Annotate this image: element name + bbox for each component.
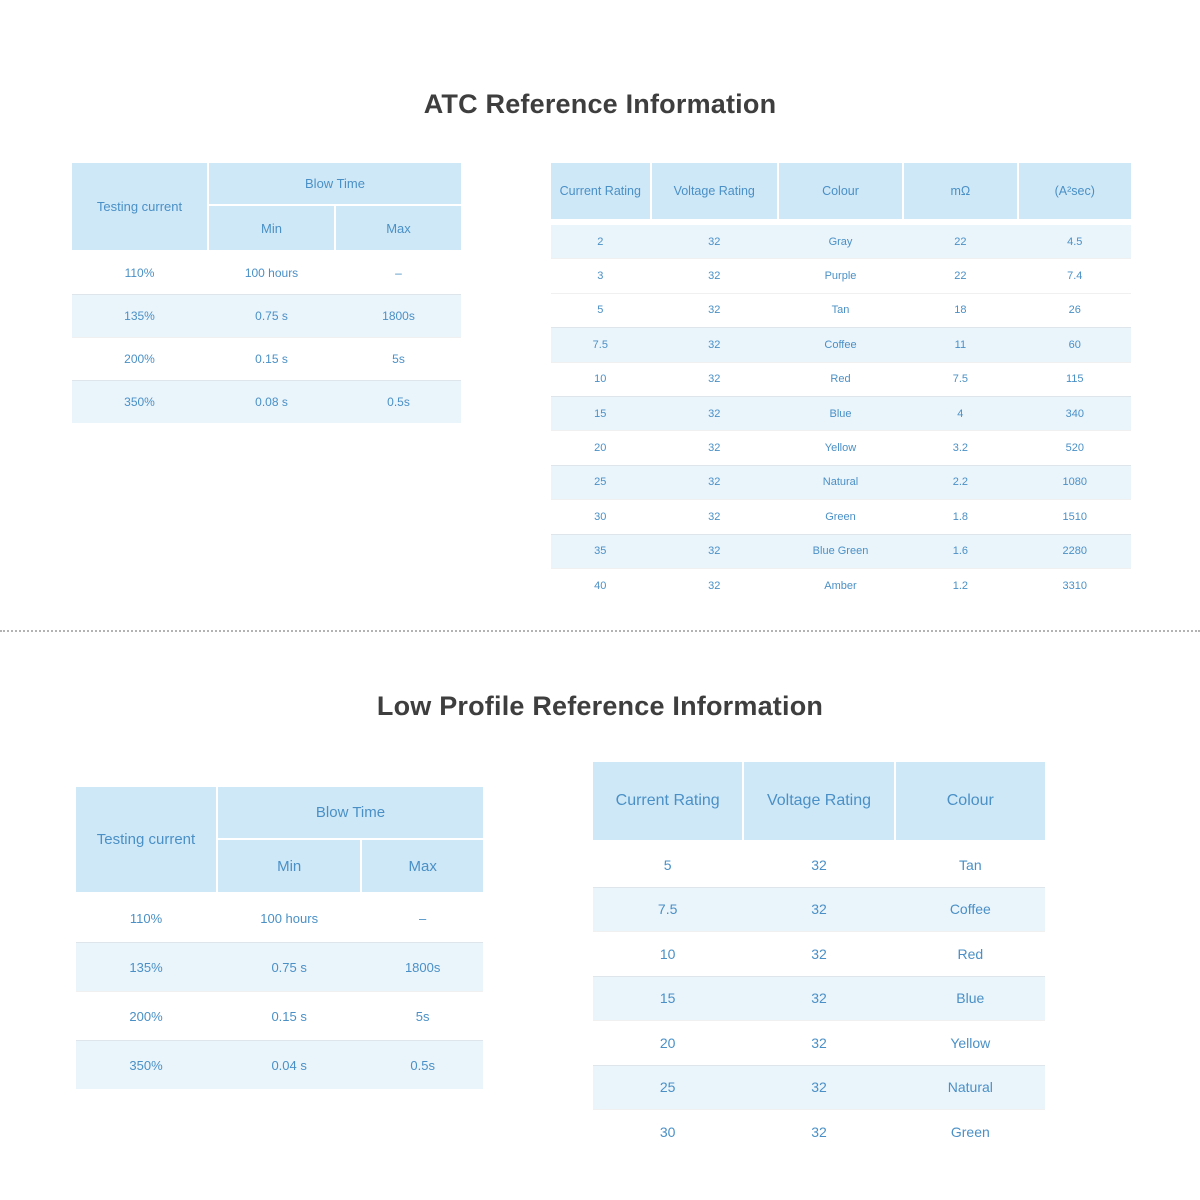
table-cell: 15 [659, 990, 676, 1007]
table-cell: 20 [659, 1034, 676, 1051]
table-cell: 32 [811, 901, 827, 918]
atc-rating-table [551, 163, 1131, 602]
table-cell: 110% [129, 910, 163, 926]
table-cell: 40 [594, 579, 607, 592]
table-cell: 32 [708, 476, 721, 489]
table-row [76, 942, 483, 991]
table-cell: 32 [708, 304, 721, 317]
table-cell: Natural [947, 1079, 993, 1096]
table-cell: 0.04 s [271, 1057, 307, 1073]
table-cell: 2.2 [952, 476, 968, 489]
low-profile-section-title: Low Profile Reference Information [376, 691, 824, 721]
column-header: (A²sec) [1019, 163, 1131, 219]
table-cell: 3310 [1062, 579, 1088, 592]
table-cell: 4.5 [1067, 235, 1083, 248]
table-row [76, 894, 483, 942]
table-row [551, 225, 1131, 258]
table-cell: 115 [1066, 373, 1084, 386]
table-cell: 1510 [1062, 510, 1088, 523]
table-cell: Natural [822, 476, 859, 489]
atc-rating-table-body [551, 225, 1131, 602]
table-cell: 3.2 [952, 442, 968, 455]
table-cell: Coffee [949, 901, 991, 918]
table-cell: 0.15 s [255, 352, 288, 366]
table-cell: 1800s [382, 309, 415, 323]
table-cell: Blue Green [812, 545, 869, 558]
table-row [551, 327, 1131, 361]
table-cell: 4 [957, 407, 964, 420]
table-cell: 0.75 s [271, 959, 307, 975]
low-profile-rating-table [593, 762, 1045, 1154]
table-cell: Tan [831, 304, 850, 317]
table-cell: 35 [594, 545, 607, 558]
table-cell: 110% [124, 266, 155, 280]
table-cell: 1.8 [952, 510, 968, 523]
table-cell: 10 [659, 945, 676, 962]
low-profile-blow-time-table [76, 787, 483, 1089]
atc-section-title: ATC Reference Information [423, 89, 777, 119]
table-cell: 0.08 s [255, 395, 288, 409]
table-cell: 32 [708, 270, 721, 283]
table-cell: 520 [1065, 442, 1084, 455]
table-row [551, 396, 1131, 430]
column-header: mΩ [904, 163, 1016, 219]
table-cell: Green [950, 1123, 990, 1140]
table-cell: Red [830, 373, 851, 386]
low-profile-rating-table-body [593, 843, 1045, 1154]
table-cell: Blue [956, 990, 985, 1007]
table-cell: 340 [1065, 407, 1084, 420]
low-profile-blow-time-table-body [76, 894, 483, 1089]
table-cell: 30 [659, 1123, 676, 1140]
table-cell: 32 [708, 545, 721, 558]
max-column-header: Max [362, 840, 483, 892]
table-row [551, 568, 1131, 602]
table-cell: 32 [811, 945, 827, 962]
table-cell: 32 [708, 338, 721, 351]
testing-current-header: Testing current [72, 163, 207, 250]
table-row [593, 976, 1045, 1021]
table-cell: 60 [1068, 338, 1081, 351]
table-cell: 5 [597, 304, 604, 317]
table-cell: 32 [811, 1034, 827, 1051]
table-row [72, 252, 461, 294]
table-cell: 32 [708, 235, 721, 248]
table-cell: 0.5s [387, 395, 410, 409]
table-cell: 20 [594, 442, 607, 455]
table-row [76, 1040, 483, 1089]
table-cell: 32 [708, 407, 721, 420]
table-cell: 32 [708, 442, 721, 455]
table-cell: 0.5s [410, 1057, 435, 1073]
table-cell: 32 [708, 373, 721, 386]
table-cell: 1800s [404, 959, 441, 975]
table-cell: 7.5 [952, 373, 968, 386]
table-row [593, 931, 1045, 976]
table-cell: 1.2 [952, 579, 968, 592]
column-header: Current Rating [551, 163, 650, 219]
section-divider [0, 630, 1200, 632]
table-cell: Gray [828, 235, 853, 248]
low-profile-rating-table-header [593, 762, 1045, 840]
table-row [551, 465, 1131, 499]
table-cell: 32 [708, 510, 721, 523]
table-cell: 30 [594, 510, 607, 523]
table-row [593, 1109, 1045, 1154]
table-cell: 1080 [1062, 476, 1088, 489]
table-cell: 22 [954, 235, 967, 248]
table-cell: 26 [1068, 304, 1081, 317]
table-cell: 350% [129, 1057, 163, 1073]
table-cell: 25 [659, 1079, 676, 1096]
table-cell: 100 hours [260, 910, 319, 926]
table-row [551, 430, 1131, 464]
table-row [593, 1065, 1045, 1110]
table-cell: 32 [811, 856, 827, 873]
table-cell: 350% [124, 395, 155, 409]
table-cell: 10 [594, 373, 607, 386]
max-column-header: Max [336, 206, 461, 250]
table-cell: 15 [594, 407, 607, 420]
table-row [551, 499, 1131, 533]
table-cell: 3 [597, 270, 604, 283]
table-cell: 7.4 [1067, 270, 1083, 283]
table-cell: 7.5 [657, 901, 678, 918]
table-cell: Green [825, 510, 856, 523]
table-cell: Blue [829, 407, 852, 420]
table-cell: 200% [124, 352, 155, 366]
testing-current-header: Testing current [76, 787, 216, 892]
table-row [72, 337, 461, 380]
table-row [593, 1020, 1045, 1065]
table-row [551, 293, 1131, 327]
min-column-header: Min [218, 840, 360, 892]
table-cell: 2280 [1062, 545, 1088, 558]
column-header: Voltage Rating [744, 762, 893, 840]
table-cell: 135% [129, 959, 163, 975]
table-cell: 18 [954, 304, 967, 317]
table-cell: Coffee [824, 338, 857, 351]
table-row [593, 843, 1045, 887]
table-cell: Yellow [950, 1034, 991, 1051]
table-cell: Purple [824, 270, 857, 283]
table-cell: 135% [124, 309, 155, 323]
table-row [551, 534, 1131, 568]
table-cell: 0.15 s [271, 1008, 307, 1024]
table-row [76, 991, 483, 1040]
table-cell: 200% [129, 1008, 163, 1024]
table-cell: – [419, 910, 427, 926]
table-row [551, 258, 1131, 292]
table-cell: 22 [954, 270, 967, 283]
table-cell: Amber [824, 579, 857, 592]
table-cell: Yellow [824, 442, 857, 455]
min-column-header: Min [209, 206, 334, 250]
table-cell: 5s [415, 1008, 430, 1024]
table-cell: 32 [708, 579, 721, 592]
atc-blow-time-table [72, 163, 461, 423]
table-cell: Red [957, 945, 984, 962]
low-profile-blow-time-table-header [76, 787, 483, 892]
table-cell: 5s [392, 352, 405, 366]
table-cell: 32 [811, 990, 827, 1007]
blow-time-group-header: Blow Time [218, 787, 483, 838]
table-cell: 0.75 s [255, 309, 288, 323]
column-header: Colour [896, 762, 1045, 840]
table-row [72, 294, 461, 337]
atc-blow-time-table-header [72, 163, 461, 250]
table-cell: 11 [954, 338, 967, 351]
atc-rating-table-header [551, 163, 1131, 219]
blow-time-group-header: Blow Time [209, 163, 461, 204]
atc-blow-time-table-body [72, 252, 461, 423]
table-cell: 1.6 [952, 545, 968, 558]
table-cell: 32 [811, 1079, 827, 1096]
table-cell: 7.5 [592, 338, 608, 351]
table-cell: – [395, 266, 402, 280]
table-cell: 2 [597, 235, 604, 248]
column-header: Current Rating [593, 762, 742, 840]
table-cell: 5 [663, 856, 672, 873]
table-cell: 100 hours [244, 266, 299, 280]
table-cell: Tan [959, 856, 982, 873]
table-row [72, 380, 461, 423]
column-header: Colour [779, 163, 902, 219]
table-cell: 25 [594, 476, 607, 489]
table-cell: 32 [811, 1123, 827, 1140]
column-header: Voltage Rating [652, 163, 777, 219]
table-row [551, 362, 1131, 396]
table-row [593, 887, 1045, 932]
